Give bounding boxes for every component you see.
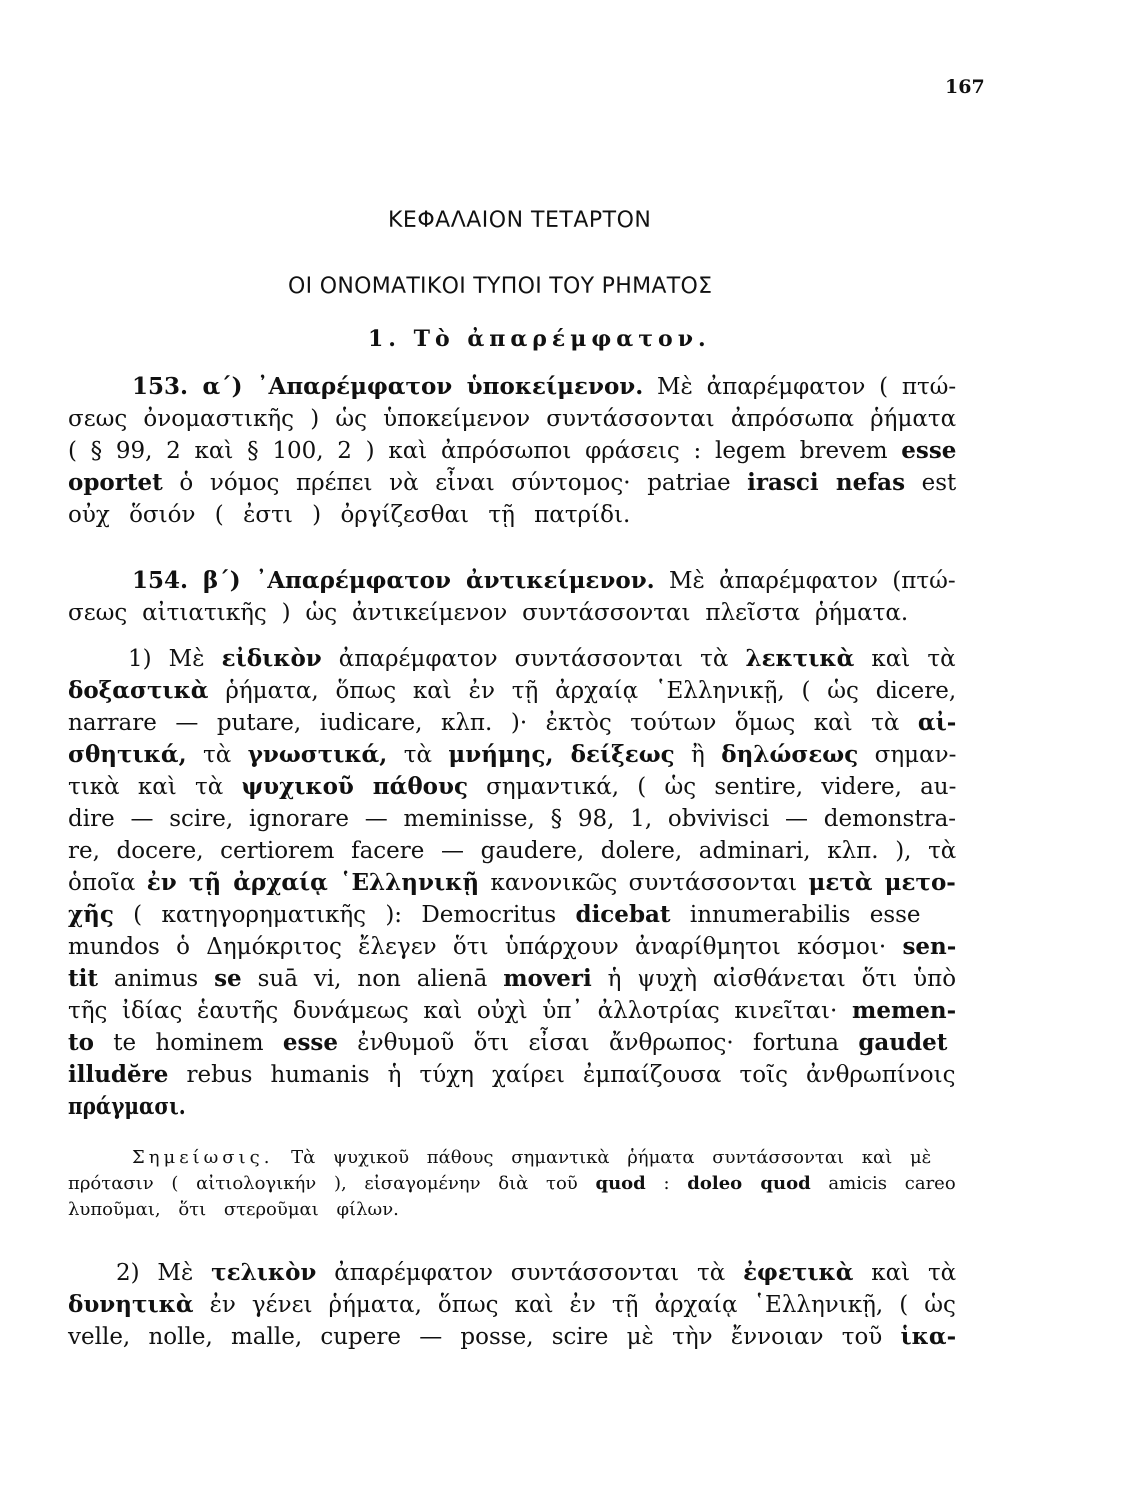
text-segment: καὶ τὰ	[854, 646, 956, 672]
bold-text: ἐν τῇ ἀρχαίᾳ ῾Ελληνικῇ	[146, 869, 480, 896]
bold-text: doleo quod	[687, 1173, 811, 1194]
text-line	[116, 1258, 956, 1288]
bold-text: irasci nefas	[747, 469, 906, 496]
text-segment: τικὰ καὶ τὰ	[68, 774, 242, 800]
page-number: 167	[945, 76, 985, 98]
text-segment: ἢ	[674, 742, 722, 768]
text-line	[68, 500, 630, 530]
text-line	[68, 468, 956, 498]
bold-text: tit	[68, 965, 98, 992]
text-line	[132, 372, 956, 402]
bold-text: to	[68, 1029, 94, 1056]
text-segment: Σημείωσις.	[132, 1147, 274, 1168]
text-segment: rebus humanis ἡ τύχη χαίρει ἐμπαίζουσα τοῖς ἀνθρωπίνοις	[168, 1062, 956, 1088]
text-line	[68, 932, 956, 962]
text-segment: ὁ νόμος πρέπει νὰ εἶναι σύντομος· patriae	[162, 470, 748, 496]
text-segment: animus	[98, 966, 215, 992]
text-line	[68, 964, 956, 994]
text-line	[68, 804, 956, 834]
bold-text: esse	[901, 437, 957, 464]
text-segment: ( κατηγορηματικῆς ): Democritus	[113, 902, 576, 928]
bold-text: 154. β΄) ᾿Απαρέμφατον ἀντικείμενον.	[132, 567, 655, 594]
text-segment: 2) Μὲ	[116, 1260, 212, 1286]
text-line	[68, 836, 956, 866]
text-segment: Μὲ ἀπαρέμφατον (πτώ-	[654, 568, 956, 594]
bold-text: esse	[282, 1029, 338, 1056]
text-segment: ἐνθυμοῦ ὅτι εἶσαι ἄνθρωπος· fortuna	[338, 1030, 859, 1056]
text-segment: Μὲ ἀπαρέμφατον ( πτώ-	[643, 374, 957, 400]
text-line	[68, 676, 956, 706]
part-title: ΟΙ ΟΝΟΜΑΤΙΚΟΙ ΤΥΠΟΙ ΤΟΥ ΡΗΜΑΤΟΣ	[288, 274, 713, 299]
text-segment: narrare — putare, iudicare, κλπ. )· ἐκτὸς τούτων ὅμως καὶ τὰ	[68, 710, 918, 736]
text-segment: ( § 99, 2 καὶ § 100, 2 ) καὶ ἀπρόσωποι φράσεις : legem brevem	[68, 438, 902, 464]
bold-text: quod	[595, 1173, 646, 1194]
bold-text: memen-	[851, 997, 957, 1024]
text-segment: τὰ	[387, 742, 449, 768]
text-line	[68, 1060, 956, 1090]
text-line	[68, 1290, 956, 1320]
text-segment: σεως ὀνομαστικῆς ) ὡς ὑποκείμενον συντάσσονται ἀπρόσωπα ῥήματα	[68, 406, 957, 432]
text-segment: innumerabilis esse	[670, 902, 921, 928]
text-line	[68, 1197, 399, 1223]
bold-text: δυνητικὰ	[68, 1291, 194, 1318]
text-segment: ῥήματα, ὅπως καὶ ἐν τῇ ἀρχαίᾳ ῾Ελληνικῇ, ( ὡς dicere,	[208, 678, 957, 704]
bold-text: ψυχικοῦ πάθους	[241, 773, 468, 800]
section-title: 1. Τὸ ἀπαρέμφατον.	[368, 326, 711, 352]
text-segment: est	[905, 470, 957, 496]
text-segment: :	[645, 1173, 688, 1194]
bold-text: δηλώσεως	[721, 741, 859, 768]
bold-text: αἰ-	[917, 709, 957, 736]
text-segment: ἐν γένει ῥήματα, ὅπως καὶ ἐν τῇ ἀρχαίᾳ ῾Ελληνικῇ, ( ὡς	[193, 1292, 956, 1318]
bold-text: illudĕre	[68, 1061, 169, 1088]
text-line	[68, 404, 956, 434]
bold-text: τελικὸν	[211, 1259, 317, 1286]
text-line	[68, 996, 956, 1026]
bold-text: se	[214, 965, 242, 992]
text-line	[68, 1092, 186, 1122]
text-segment: mundos ὁ Δημόκριτος ἔλεγεν ὅτι ὑπάρχουν ἀναρίθμητοι κόσμοι·	[68, 934, 903, 960]
bold-text: 153. α΄) ᾿Απαρέμφατον ὑποκείμενον.	[132, 373, 644, 400]
bold-text: δοξαστικὰ	[68, 677, 209, 704]
bold-text: ἱκα-	[900, 1323, 957, 1350]
text-segment: amicis careo	[810, 1173, 956, 1194]
text-segment: τὰ	[186, 742, 248, 768]
text-segment: σεως αἰτιατικῆς ) ὡς ἀντικείμενον συντάσσονται πλεῖστα ῥήματα.	[68, 600, 909, 626]
text-line	[68, 1171, 956, 1197]
text-segment: re, docere, certiorem facere — gaudere, dolere, adminari, κλπ. ), τὰ	[68, 838, 957, 864]
bold-text: μνήμης, δείξεως	[448, 741, 675, 768]
text-segment: ἡ ψυχὴ αἰσθάνεται ὅτι ὑπὸ	[591, 966, 957, 992]
text-line	[68, 740, 956, 770]
bold-text: χῆς	[68, 901, 114, 928]
text-line	[68, 772, 956, 802]
text-line	[68, 598, 908, 628]
text-line	[132, 1145, 931, 1171]
text-line	[68, 868, 956, 898]
bold-text: γνωστικά,	[247, 741, 388, 768]
text-line	[68, 1028, 947, 1058]
bold-text: μετὰ μετο-	[808, 869, 956, 896]
text-segment: οὐχ ὅσιόν ( ἐστι ) ὀργίζεσθαι τῇ πατρίδι.	[68, 502, 631, 528]
bold-text: dicebat	[575, 901, 671, 928]
text-segment: κανονικῶς συντάσσονται	[479, 870, 809, 896]
bold-text: ἐφετικὰ	[743, 1259, 854, 1286]
text-line	[68, 436, 956, 466]
text-line	[68, 708, 956, 738]
text-segment: te hominem	[93, 1030, 283, 1056]
text-segment: Τὰ ψυχικοῦ πάθους σημαντικὰ ῥήματα συντάσσονται καὶ μὲ	[273, 1147, 932, 1168]
text-segment: σημαν-	[858, 742, 957, 768]
bold-text: moveri	[503, 965, 592, 992]
text-line	[128, 644, 956, 674]
bold-text: πράγμασι.	[68, 1093, 186, 1120]
text-segment: λυποῦμαι, ὅτι στεροῦμαι φίλων.	[68, 1199, 399, 1220]
bold-text: gaudet	[858, 1029, 948, 1056]
text-segment: σημαντικά, ( ὡς sentire, videre, au-	[467, 774, 957, 800]
text-segment: dire — scire, ignorare — meminisse, § 98, 1, obvivisci — demonstra-	[68, 806, 957, 832]
text-segment: ὁποῖα	[68, 870, 147, 896]
text-segment: 1) Μὲ	[128, 646, 222, 672]
bold-text: σθητικά,	[68, 741, 187, 768]
bold-text: sen-	[902, 933, 957, 960]
bold-text: oportet	[68, 469, 163, 496]
bold-text: εἰδικὸν	[221, 645, 322, 672]
text-segment: ἀπαρέμφατον συντάσσονται τὰ	[316, 1260, 744, 1286]
text-segment: καὶ τὰ	[853, 1260, 957, 1286]
text-line	[68, 1322, 956, 1352]
chapter-title: ΚΕΦΑΛΑΙΟΝ ΤΕΤΑΡΤΟΝ	[388, 208, 652, 233]
bold-text: λεκτικὰ	[745, 645, 855, 672]
text-segment: πρότασιν ( αἰτιολογικήν ), εἰσαγομένην διὰ τοῦ	[68, 1173, 596, 1194]
text-segment: ἀπαρέμφατον συντάσσονται τὰ	[321, 646, 746, 672]
text-segment: τῆς ἰδίας ἑαυτῆς δυνάμεως καὶ οὐχὶ ὑπ᾿ ἀλλοτρίας κινεῖται·	[68, 998, 852, 1024]
text-segment: velle, nolle, malle, cupere — posse, scire μὲ τὴν ἔννοιαν τοῦ	[68, 1324, 901, 1350]
text-segment: suā vi, non alienā	[241, 966, 504, 992]
text-line	[68, 900, 921, 930]
text-line	[132, 566, 956, 596]
